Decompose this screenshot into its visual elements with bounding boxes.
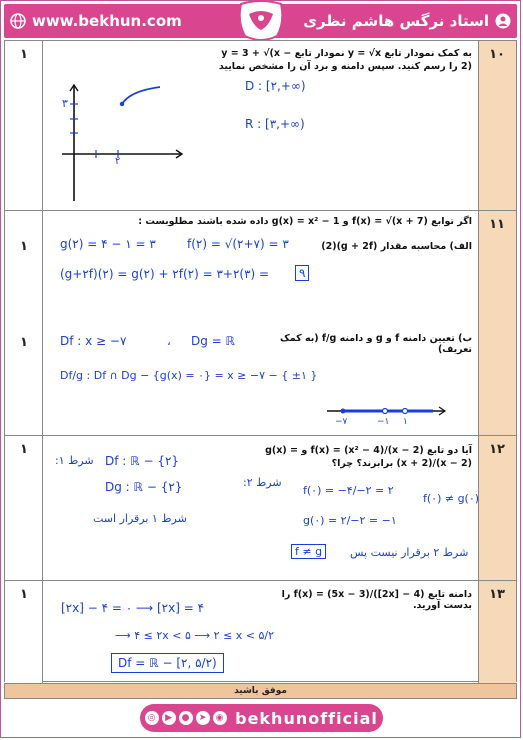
cond1-label: شرط ۱:	[55, 454, 94, 467]
domain-answer-box: Df = ℝ − [۲, ۵/۲)	[111, 653, 224, 673]
instagram-icon: ◎	[145, 711, 159, 725]
range-answer: R : [۳,+∞)	[245, 117, 305, 131]
number-column	[478, 41, 516, 210]
work-sep: ،	[167, 334, 171, 348]
exam-sheet	[4, 40, 517, 682]
nl-label-neg7: −۷	[335, 417, 348, 427]
question-text: به کمک نمودار تابع y = √x نمودار تابع y = 3 + √(x − 2) را رسم کنید. سپس دامنه و برد آن را مشخص نمایید	[218, 48, 472, 72]
question-score: ۱	[20, 587, 28, 602]
website-link[interactable]	[4, 12, 182, 30]
work-f2: f(۲) = √(۲+۷) = ۳	[187, 237, 289, 251]
eitaa-icon: ◉	[213, 711, 227, 725]
cond2-result: شرط ۲ برقرار نیست پس	[350, 546, 469, 559]
part-a-text: الف) محاسبه مقدار (g + 2f)(2)	[321, 241, 472, 252]
question-number: ۱۳	[489, 587, 505, 602]
f-neq-g-box: f ≠ g	[291, 544, 326, 559]
youtube-icon: ▶	[162, 711, 176, 725]
score-column	[5, 436, 43, 580]
number-column	[478, 211, 516, 435]
question-score: ۱	[20, 47, 28, 62]
work-df: Df : x ≥ −۷	[60, 334, 127, 348]
question-text: آیا دو تابع f(x) = (x² − 4)/(x − 2) و g(x) = (x + 2)/(x − 2) برابرند؟ چرا؟	[265, 445, 472, 469]
person-icon	[495, 13, 511, 29]
number-column	[478, 436, 516, 580]
nl-label-1: ۱	[403, 417, 408, 427]
question-score-a: ۱	[20, 239, 28, 254]
social-bar[interactable]	[140, 704, 383, 732]
question-row-10	[5, 41, 516, 211]
teacher-name-block	[303, 12, 517, 30]
question-text: اگر توابع f(x) = √(x + 7) و g(x) = x² − 1 داده شده باشند مطلوبست :	[138, 216, 472, 227]
question-text: دامنه تابع f(x) = (5x − 3)/([2x] − 4) را بدست آورید.	[281, 589, 472, 611]
aparat-icon: ●	[179, 711, 193, 725]
function-graph	[60, 81, 190, 206]
score-column	[5, 41, 43, 210]
graph-y-tick: ۳	[62, 97, 68, 110]
work-line-2: ⟶ ۴ ≤ ۲x < ۵ ⟶ ۲ ≤ x < ۵/۲	[115, 629, 275, 642]
telegram-icon: ➤	[196, 711, 210, 725]
question-row-13	[5, 581, 516, 683]
cond1-result: شرط ۱ برقرار است	[93, 512, 187, 525]
part-b-text: ب) تعیین دامنه f و g و دامنه f/g (به کمک تعریف)	[280, 333, 472, 355]
graph-x-tick: ۲	[115, 156, 121, 167]
domain-answer: D : [۲,+∞)	[245, 79, 306, 93]
question-row-11	[5, 211, 516, 436]
nl-label-neg1: −۱	[377, 417, 390, 427]
work-combined: (g+۲f)(۲) = g(۲) + ۲f(۲) = ۳+۲(۳) =	[60, 267, 270, 281]
footer-message-text: موفق باشید	[234, 686, 287, 696]
teacher-name: استاد نرگس هاشم نظری	[303, 12, 489, 30]
cond2-label: شرط ۲:	[243, 476, 282, 489]
social-handle: bekhunofficial	[235, 708, 378, 728]
work-g0: g(۰) = ۲/−۲ = −۱	[303, 514, 397, 527]
work-line-1: [۲x] − ۴ = ۰ ⟶ [۲x] = ۴	[61, 601, 205, 615]
question-number: ۱۰	[489, 47, 505, 62]
social-icons	[145, 711, 227, 725]
work-dfg: Df/g : Df ∩ Dg − {g(x) = ۰} = x ≥ −۷ − { ±۱ }	[60, 369, 318, 382]
work-neq: f(۰) ≠ g(۰)	[423, 492, 480, 505]
question-number: ۱۱	[489, 217, 505, 232]
answer-box: ۹	[295, 265, 309, 281]
question-score: ۱	[20, 442, 28, 457]
question-number: ۱۲	[489, 442, 505, 457]
footer-message	[4, 683, 517, 699]
question-row-12	[5, 436, 516, 581]
website-text: www.bekhun.com	[32, 12, 182, 30]
work-g2: g(۲) = ۴ − ۱ = ۳	[60, 237, 156, 251]
work-dg: Dg = ℝ	[191, 334, 236, 348]
globe-icon	[10, 13, 26, 29]
question-score-b: ۱	[20, 335, 28, 350]
work-dg: Dg : ℝ − {۲}	[105, 480, 183, 494]
brand-logo-icon	[233, 0, 289, 42]
work-f0: f(۰) = −۴/−۲ = ۲	[303, 484, 394, 497]
work-df: Df : ℝ − {۲}	[105, 454, 180, 468]
